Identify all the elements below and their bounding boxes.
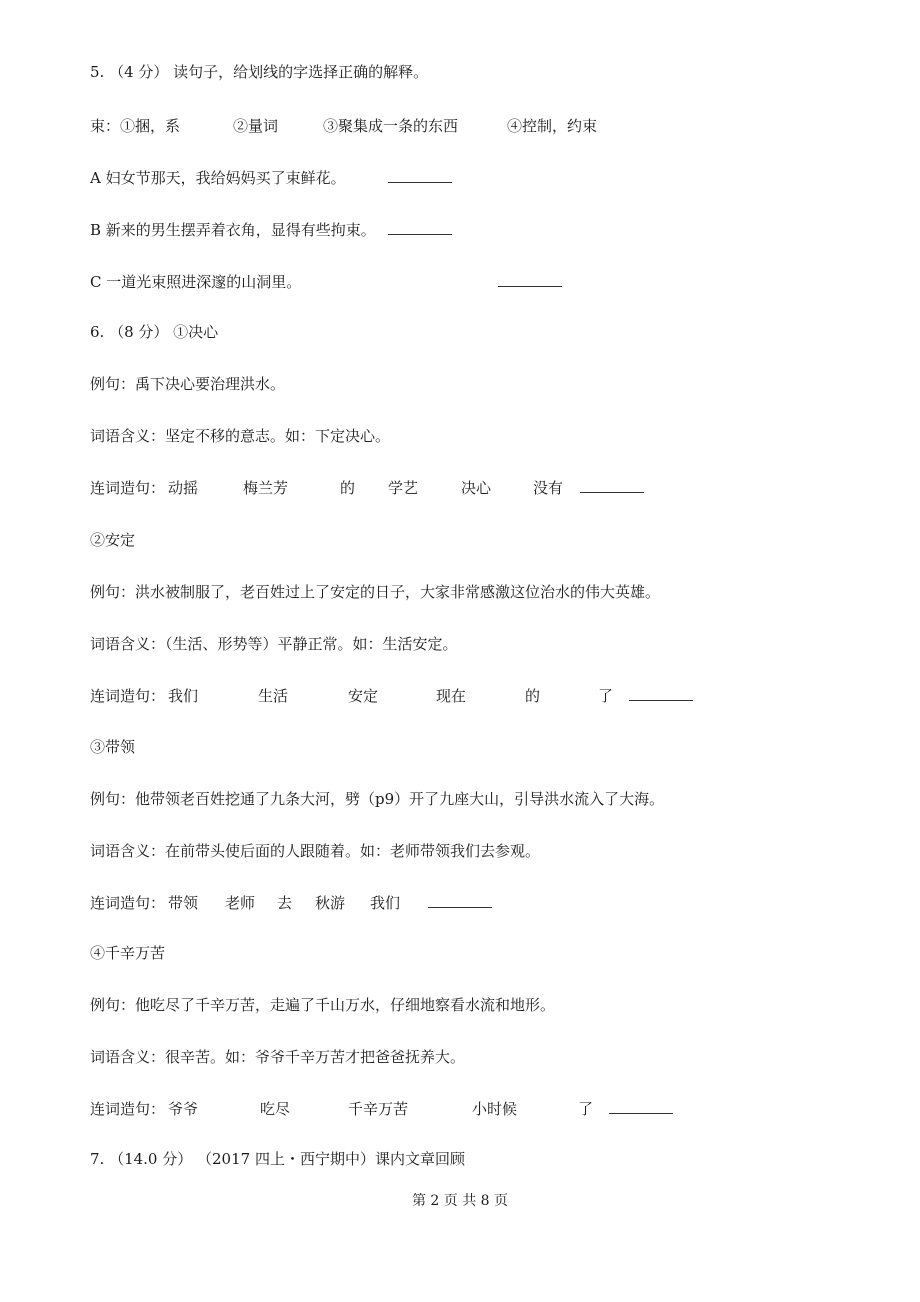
word: 千辛万苦 [348, 1100, 409, 1118]
word: 吃尽 [260, 1100, 291, 1118]
q5-item-c [90, 272, 562, 292]
q6-meaning-3: 词语含义：在前带头使后面的人跟随着。如：老师带领我们去参观。 [90, 842, 541, 860]
word: 的 [340, 479, 356, 497]
q6-compose-4 [90, 1099, 673, 1119]
word: 我们 [370, 894, 401, 912]
word: 动摇 [168, 479, 199, 497]
q5-definitions [90, 116, 597, 136]
answer-blank[interactable] [609, 1099, 673, 1114]
word: 梅兰芳 [243, 479, 289, 497]
q5-item-a [90, 168, 452, 188]
word: 了 [578, 1100, 594, 1118]
word: 我们 [168, 687, 199, 705]
word: 小时候 [472, 1100, 518, 1118]
q6-compose-3 [90, 893, 492, 913]
word: 带领 [168, 894, 199, 912]
definition-1: 束：①捆，系 [90, 117, 181, 135]
q7-header: 7. （14.0 分） （2017 四上・西宁期中）课内文章回顾 [90, 1150, 465, 1168]
word: 生活 [258, 687, 289, 705]
q6-example-4: 例句：他吃尽了千辛万苦，走遍了千山万水，仔细地察看水流和地形。 [90, 996, 556, 1014]
q6-example-3: 例句：他带领老百姓挖通了九条大河，劈（p9）开了九座大山，引导洪水流入了大海。 [90, 790, 665, 808]
q5-item-b [90, 220, 452, 240]
page-footer: 第 2 页 共 8 页 [411, 1193, 509, 1209]
word: 学艺 [388, 479, 419, 497]
definition-2: ②量词 [233, 117, 279, 135]
word: 决心 [461, 479, 492, 497]
q6-title-2: ②安定 [90, 531, 136, 549]
q6-example-2: 例句：洪水被制服了，老百姓过上了安定的日子，大家非常感激这位治水的伟大英雄。 [90, 583, 661, 601]
compose-label: 连词造句： [90, 894, 166, 912]
compose-label: 连词造句： [90, 479, 166, 497]
answer-blank[interactable] [629, 686, 693, 701]
q6-header: 6. （8 分） ①决心 [90, 323, 219, 341]
q6-title-4: ④千辛万苦 [90, 944, 166, 962]
item-text: A 妇女节那天，我给妈妈买了束鲜花。 [90, 169, 346, 187]
q6-meaning-4: 词语含义：很辛苦。如：爷爷千辛万苦才把爸爸抚养大。 [90, 1048, 466, 1066]
q5-header: 5. （4 分） 读句子，给划线的字选择正确的解释。 [90, 63, 429, 81]
q6-compose-2 [90, 686, 693, 706]
answer-blank[interactable] [580, 478, 644, 493]
definition-3: ③聚集成一条的东西 [323, 117, 459, 135]
word: 现在 [436, 687, 467, 705]
q6-compose-1 [90, 478, 644, 498]
answer-blank[interactable] [388, 168, 452, 183]
word: 老师 [225, 894, 256, 912]
item-text: B 新来的男生摆弄着衣角，显得有些拘束。 [90, 221, 376, 239]
answer-blank[interactable] [388, 220, 452, 235]
q6-meaning-1: 词语含义：坚定不移的意志。如：下定决心。 [90, 427, 391, 445]
word: 去 [277, 894, 293, 912]
q6-title-3: ③带领 [90, 738, 136, 756]
word: 秋游 [315, 894, 346, 912]
answer-blank[interactable] [428, 893, 492, 908]
q6-meaning-2: 词语含义：（生活、形势等）平静正常。如：生活安定。 [90, 635, 458, 653]
compose-label: 连词造句： [90, 1100, 166, 1118]
word: 安定 [348, 687, 379, 705]
word: 没有 [533, 479, 564, 497]
item-text: C 一道光束照进深邃的山洞里。 [90, 273, 302, 291]
definition-4: ④控制，约束 [507, 117, 598, 135]
word: 了 [598, 687, 614, 705]
word: 爷爷 [168, 1100, 199, 1118]
compose-label: 连词造句： [90, 687, 166, 705]
answer-blank[interactable] [498, 272, 562, 287]
word: 的 [525, 687, 541, 705]
q6-example-1: 例句：禹下决心要治理洪水。 [90, 375, 286, 393]
